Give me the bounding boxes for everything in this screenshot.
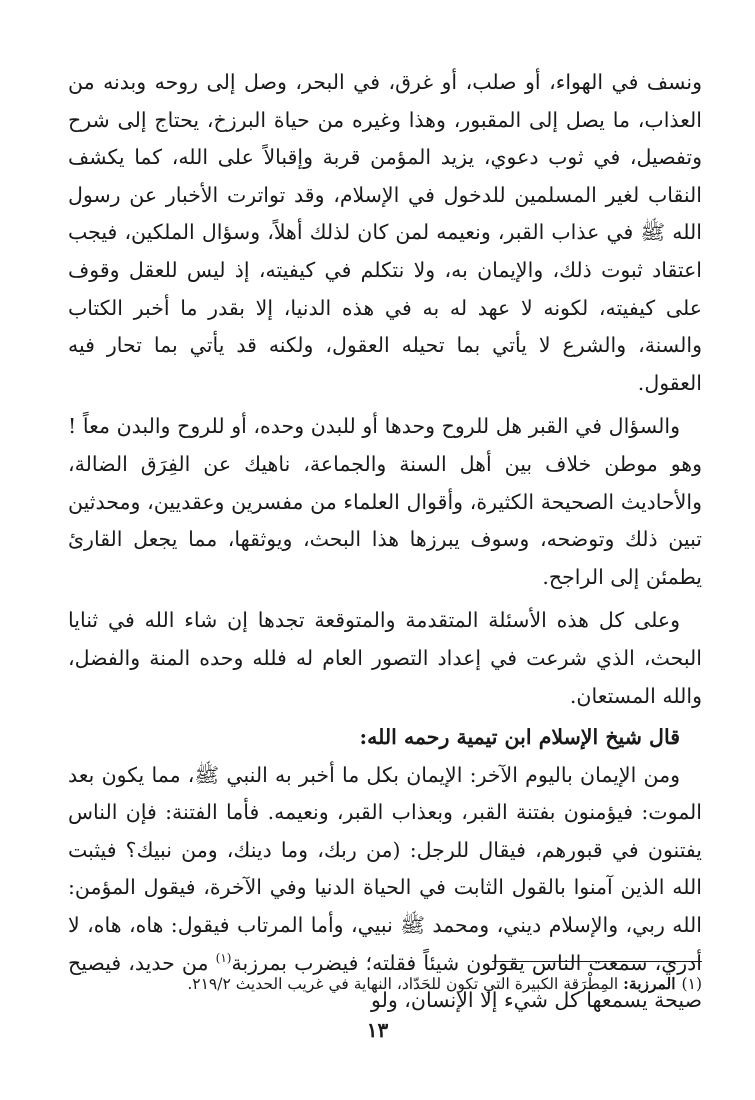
footnote-number: (١)	[681, 975, 702, 993]
paragraph-1: ونسف في الهواء، أو صلب، أو غرق، في البحر، وصل إلى روحه وبدنه من العذاب، ما يصل إلى المقبور، وهذا وغيره من حياة البرزخ، يحتاج إلى شرح وتفصيل، في ثوب دعوي، يزيد المؤمن قربة وإقبالاً على الله، كما يكشف النقاب لغير المسلمين للدخول في الإسلام، وقد تواترت الأخبار عن رسول الله ﷺ في عذاب القبر، ونعيمه لمن كان لذلك أهلاً، وسؤال الملكين، فيجب اعتقاد ثبوت ذلك، والإيمان به، ولا نتكلم في كيفيته، إذ ليس للعقل وقوف على كيفيته، لكونه لا عهد له به في هذه الدنيا، إلا بقدر ما أخبر الكتاب والسنة، والشرع لا يأتي بما تحيله العقول، ولكنه قد يأتي بما تحار فيه العقول.	[68, 70, 702, 395]
paragraph-3: وعلى كل هذه الأسئلة المتقدمة والمتوقعة تجدها إن شاء الله في ثنايا البحث، الذي شرعت في إعداد التصور العام له فلله وحده المنة والفضل، والله المستعان.	[68, 608, 702, 708]
quote-heading: قال شيخ الإسلام ابن تيمية رحمه الله:	[359, 725, 680, 750]
main-text	[68, 64, 702, 1020]
footnote-text: المِطْرَقة الكبيرة التي تكون للحَدّاد، النهاية في غريب الحديث ٢١٩/٢.	[187, 975, 624, 993]
footnote-divider	[492, 961, 702, 962]
footnote-term: المرزبة:	[623, 974, 676, 993]
footnote	[68, 970, 702, 998]
paragraph-2: والسؤال في القبر هل للروح وحدها أو للبدن وحده، أو للروح والبدن معاً ! وهو موطن خلاف بين أهل السنة والجماعة، ناهيك عن الفِرَق الضالة، والأحاديث الصحيحة الكثيرة، وأقوال العلماء من مفسرين وعقديين، ومحدثين تبين ذلك وتوضحه، وسوف يبرزها هذا البحث، ويوثقها، مما يجعل القارئ يطمئن إلى الراجح.	[68, 414, 702, 589]
page-number: ١٣	[366, 1018, 389, 1042]
quote-text: ومن الإيمان باليوم الآخر: الإيمان بكل ما أخبر به النبي ﷺ، مما يكون بعد الموت: فيؤمنون بفتنة القبر، وبعذاب القبر، ونعيمه. فأما الفتنة: فإن الناس يفتنون في قبورهم، فيقال للرجل: (من ربك، وما دينك، ومن نبيك؟ فيثبت الله الذين آمنوا بالقول الثابت في الحياة الدنيا وفي الآخرة، فيقول المؤمن: الله ربي، والإسلام ديني، ومحمد ﷺ نبيي، وأما المرتاب فيقول: هاه، هاه، لا أدري، سمعت الناس يقولون شيئاً فقلته؛ فيضرب بمرزبة	[68, 762, 702, 975]
footnote-marker: (١)	[215, 950, 232, 965]
quote-text-continued: من حديد، فيصيح صيحة يسمعها كل شيء إلا الإنسان، ولو	[68, 950, 702, 1013]
